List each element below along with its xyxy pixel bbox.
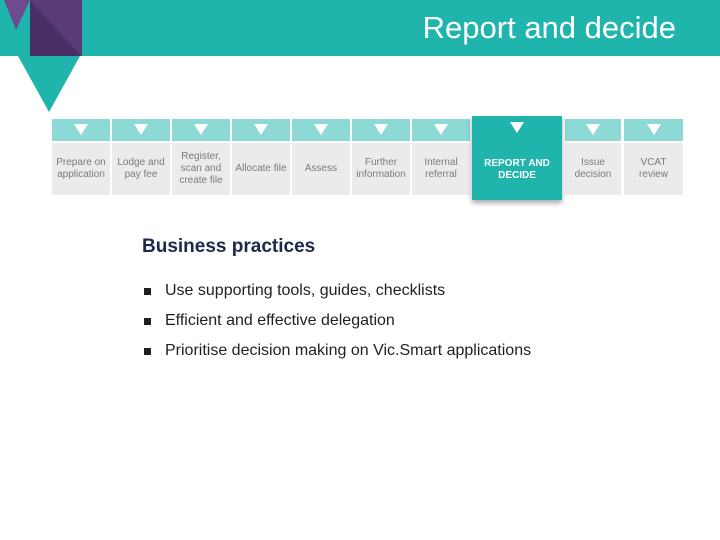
process-step-internal-referral: [412, 119, 470, 195]
bullet-text: Prioritise decision making on Vic.Smart applications: [165, 342, 532, 359]
arrow-down-icon: [134, 124, 148, 135]
arrow-down-icon: [510, 122, 524, 133]
process-step-further-information: [352, 119, 410, 195]
process-step-label: Assess: [304, 163, 338, 174]
process-step-label: Further information: [356, 157, 406, 180]
arrow-down-icon: [254, 124, 268, 135]
arrow-down-icon: [647, 124, 661, 135]
square-bullet-icon: [144, 348, 151, 355]
square-bullet-icon: [144, 288, 151, 295]
process-step-issue-decision: [565, 119, 621, 195]
list-item: [142, 336, 531, 366]
process-step-label: REPORT AND DECIDE: [484, 158, 550, 181]
process-step-allocate: [232, 119, 290, 195]
process-step-prepare: [52, 119, 110, 195]
bullet-text: Efficient and effective delegation: [165, 312, 395, 329]
arrow-down-icon: [314, 124, 328, 135]
process-step-label: Allocate file: [235, 163, 287, 174]
list-item: [142, 276, 531, 306]
teal-down-triangle-shape: [18, 56, 80, 112]
arrow-down-icon: [374, 124, 388, 135]
arrow-down-icon: [74, 124, 88, 135]
corner-triangle-graphic: [0, 0, 82, 114]
process-step-label: Register, scan and create file: [179, 151, 223, 186]
arrow-down-icon: [586, 124, 600, 135]
page-title: Report and decide: [422, 10, 676, 45]
square-bullet-icon: [144, 318, 151, 325]
process-step-label: Issue decision: [574, 157, 612, 180]
process-step-lodge: [112, 119, 170, 195]
process-step-register: [172, 119, 230, 195]
bullet-text: Use supporting tools, guides, checklists: [165, 282, 446, 299]
process-step-assess: [292, 119, 350, 195]
process-steps-bar: [52, 119, 683, 195]
arrow-down-icon: [434, 124, 448, 135]
bullet-list: [142, 276, 531, 366]
process-step-label: VCAT review: [639, 157, 668, 180]
process-step-report-and-decide: [472, 116, 562, 200]
process-step-label: Lodge and pay fee: [117, 157, 165, 180]
section-heading: Business practices: [142, 236, 316, 257]
list-item: [142, 306, 531, 336]
process-step-label: Internal referral: [424, 157, 458, 180]
process-step-vcat-review: [624, 119, 683, 195]
process-step-label: Prepare on application: [56, 157, 106, 180]
arrow-down-icon: [194, 124, 208, 135]
